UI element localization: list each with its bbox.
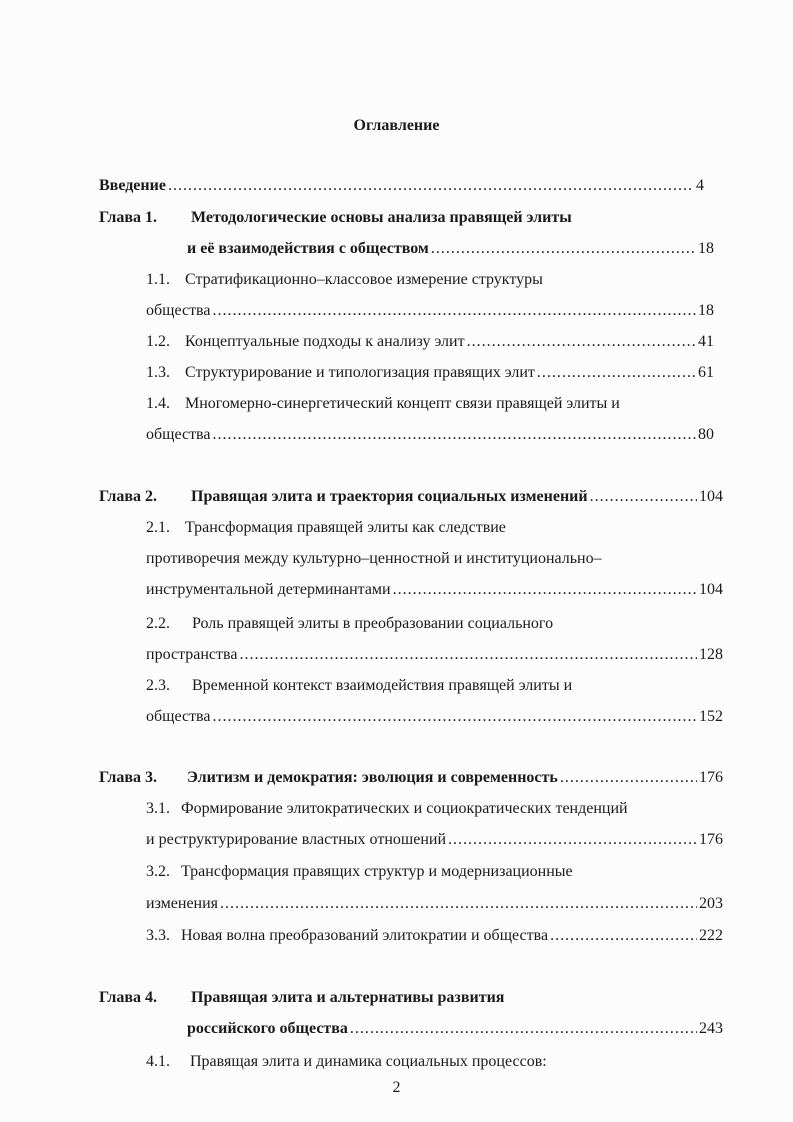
chapter-3-heading[interactable] (99, 768, 723, 788)
chapter-1-heading[interactable] (99, 208, 572, 228)
section-number: 3.1. (146, 800, 170, 817)
section-number: 1.2. (146, 333, 170, 350)
section-number: 1.3. (146, 364, 170, 381)
chapter-title-line2: и её взаимодействия с обществом (187, 240, 429, 257)
section-title-line1: Трансформация правящих структур и модернизационные (181, 863, 573, 880)
chapter-number: Глава 2. (99, 488, 157, 505)
toc-page-number: 18 (698, 240, 714, 257)
toc-page-number: 4 (696, 177, 704, 194)
toc-entry-label: Введение (99, 177, 166, 194)
section-title: Структурирование и типологизация правящих элит (185, 364, 535, 381)
section-number: 1.1. (146, 271, 170, 288)
section-1-1-cont[interactable] (146, 301, 714, 321)
section-3-1-cont[interactable] (146, 830, 723, 850)
section-number: 1.4. (146, 395, 170, 412)
leader-dots (467, 332, 696, 352)
chapter-title-line1: Методологические основы анализа правящей элиты (191, 209, 572, 226)
section-title-line2: изменения (146, 895, 219, 912)
section-1-1[interactable] (146, 270, 543, 290)
section-2-1-cont[interactable] (146, 549, 602, 569)
section-number: 2.1. (146, 519, 170, 536)
section-title-line2: пространства (146, 646, 238, 663)
section-3-3[interactable] (146, 926, 723, 946)
page-number-footer: 2 (392, 1079, 401, 1096)
toc-page-number: 243 (699, 1020, 723, 1037)
chapter-title: Правящая элита и траектория социальных изменений (191, 488, 588, 505)
toc-page-number: 222 (699, 927, 723, 944)
section-2-1[interactable] (146, 518, 506, 538)
leader-dots (213, 425, 697, 445)
section-title-line2: общества (146, 708, 211, 725)
toc-page-number: 41 (698, 333, 714, 350)
section-2-1-cont2[interactable] (146, 580, 723, 600)
toc-page-number: 80 (698, 426, 714, 443)
section-title-line1: Стратификационно–классовое измерение структуры (185, 271, 543, 288)
chapter-1-heading-cont[interactable] (187, 239, 714, 259)
chapter-4-heading[interactable] (99, 988, 504, 1008)
toc-page-number: 176 (699, 769, 723, 786)
section-4-1[interactable] (146, 1052, 547, 1072)
section-title-line2: общества (146, 426, 211, 443)
leader-dots (213, 301, 697, 321)
section-3-2-cont[interactable] (146, 894, 723, 914)
toc-page-number: 61 (698, 364, 714, 381)
section-title-line2: противоречия между культурно–ценностной и институционально– (146, 550, 602, 567)
section-3-1[interactable] (146, 799, 628, 819)
section-2-3[interactable] (146, 676, 572, 696)
toc-title: Оглавление (353, 117, 440, 134)
chapter-title-line1: Правящая элита и альтернативы развития (191, 989, 505, 1006)
toc-page-number: 203 (699, 895, 723, 912)
section-2-2-cont[interactable] (146, 645, 723, 665)
toc-page-number: 152 (699, 708, 723, 725)
section-2-3-cont[interactable] (146, 707, 723, 727)
section-title: Новая волна преобразований элитократии и общества (181, 927, 549, 944)
chapter-4-heading-cont[interactable] (187, 1019, 723, 1039)
section-1-2[interactable] (146, 332, 714, 352)
leader-dots (350, 1019, 697, 1039)
chapter-title-line2: российского общества (187, 1020, 348, 1037)
section-number: 2.3. (146, 677, 170, 694)
chapter-number: Глава 4. (99, 989, 157, 1006)
leader-dots (213, 707, 698, 727)
toc-page-number: 104 (699, 581, 723, 598)
section-title-line1: Правящая элита и динамика социальных процессов: (190, 1053, 547, 1070)
section-1-4[interactable] (146, 394, 620, 414)
section-title-line1: Трансформация правящей элиты как следствие (185, 519, 506, 536)
section-2-2[interactable] (146, 614, 553, 634)
toc-page-number: 128 (699, 646, 723, 663)
chapter-number: Глава 3. (99, 769, 157, 786)
leader-dots (590, 487, 697, 507)
leader-dots (168, 176, 694, 196)
section-1-3[interactable] (146, 363, 714, 383)
section-title: Концептуальные подходы к анализу элит (185, 333, 465, 350)
chapter-title: Элитизм и демократия: эволюция и современность (187, 769, 558, 786)
section-number: 2.2. (146, 615, 170, 632)
section-number: 4.1. (146, 1053, 170, 1070)
section-title-line3: инструментальной детерминантами (146, 581, 391, 598)
section-title-line1: Многомерно-синергетический концепт связи правящей элиты и (185, 395, 620, 412)
chapter-number: Глава 1. (99, 209, 157, 226)
leader-dots (393, 580, 697, 600)
section-number: 3.3. (146, 927, 170, 944)
section-title-line1: Роль правящей элиты в преобразовании социального (192, 615, 554, 632)
toc-page-number: 176 (699, 831, 723, 848)
section-title-line1: Формирование элитократических и социократических тенденций (181, 800, 628, 817)
section-number: 3.2. (146, 863, 170, 880)
section-3-2[interactable] (146, 862, 573, 882)
leader-dots (550, 926, 697, 946)
leader-dots (239, 645, 697, 665)
chapter-2-heading[interactable] (99, 487, 723, 507)
leader-dots (560, 768, 697, 788)
section-title-line1: Временной контекст взаимодействия правящей элиты и (192, 677, 573, 694)
section-title-line2: и реструктурирование властных отношений (146, 831, 447, 848)
section-title-line2: общества (146, 302, 211, 319)
toc-entry-intro[interactable] (99, 176, 704, 196)
toc-page-number: 18 (698, 302, 714, 319)
leader-dots (220, 894, 697, 914)
leader-dots (537, 363, 696, 383)
section-1-4-cont[interactable] (146, 425, 714, 445)
toc-page-number: 104 (699, 488, 723, 505)
leader-dots (448, 830, 697, 850)
leader-dots (431, 239, 696, 259)
